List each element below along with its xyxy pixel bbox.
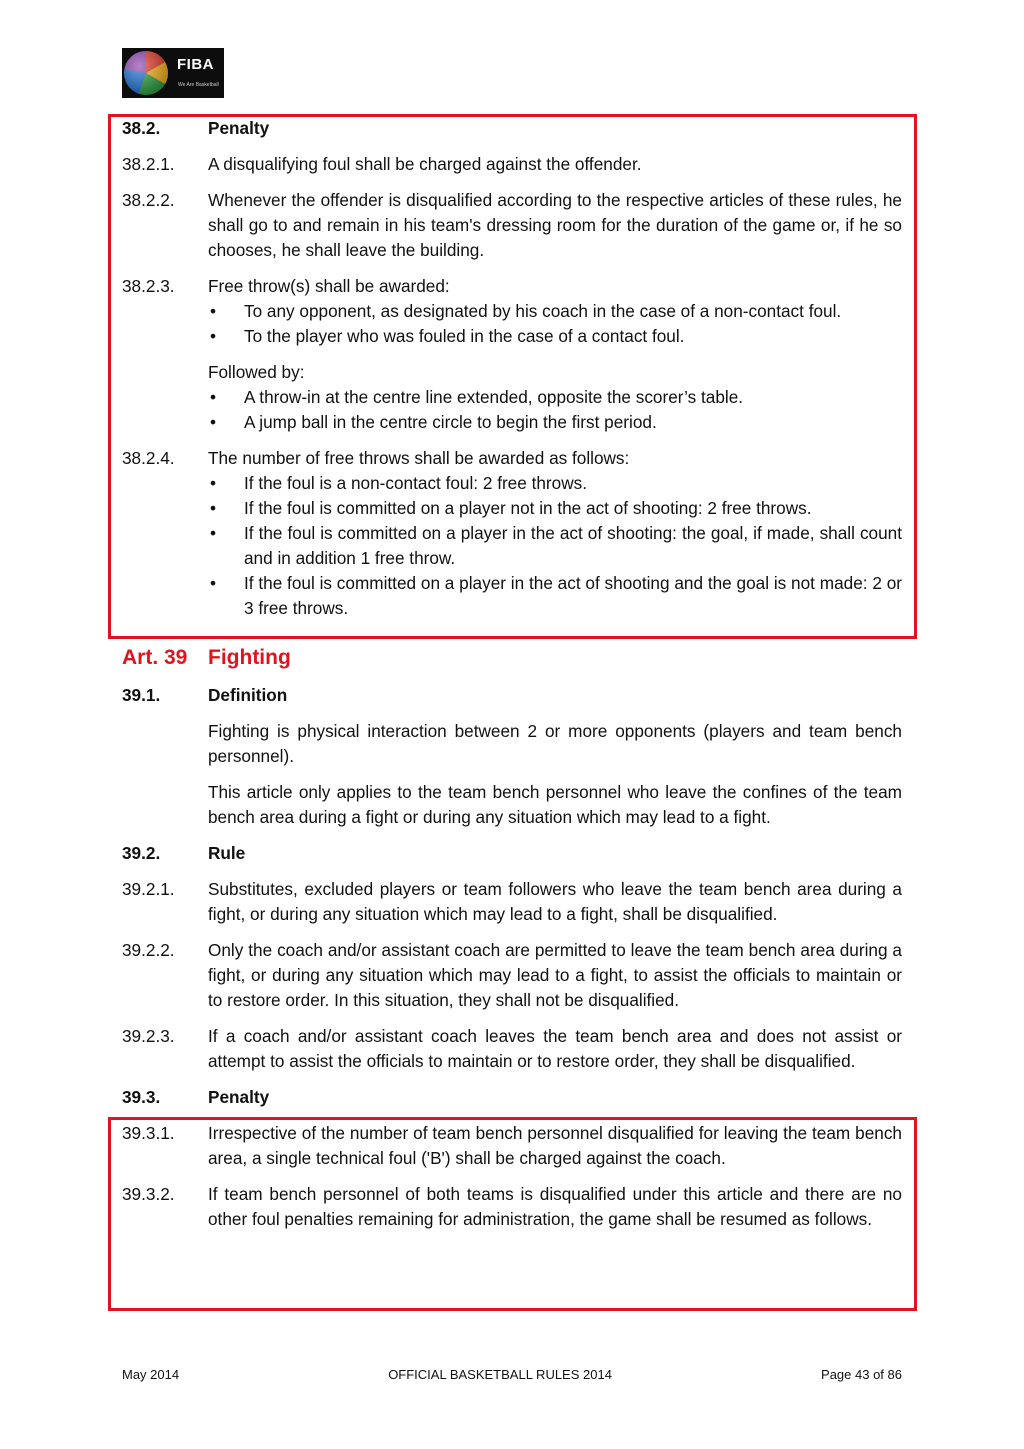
article-39-heading: [122, 643, 902, 673]
section-number: 39.1.: [122, 685, 161, 705]
list-item: • If the foul is committed on a player not in the act of shooting: 2 free throws.: [208, 496, 902, 521]
basketball-globe-icon: [124, 51, 168, 95]
clause-number: 39.2.2.: [122, 940, 175, 960]
list-item: • A throw-in at the centre line extended, opposite the scorer’s table.: [208, 385, 902, 410]
clause-38-2-3: [122, 274, 902, 435]
clause-text: Substitutes, excluded players or team followers who leave the team bench area during a fight, or during any situation which may lead to a fight, shall be disqualified.: [208, 879, 902, 924]
section-39-1-heading: [122, 683, 902, 708]
list-item: • To any opponent, as designated by his coach in the case of a non-contact foul.: [208, 299, 902, 324]
list-item: • To the player who was fouled in the case of a contact foul.: [208, 324, 902, 349]
section-38-2-heading: [122, 116, 902, 141]
clause-number: 39.3.2.: [122, 1184, 175, 1204]
document-body: [122, 116, 902, 1232]
article-number: Art. 39: [122, 646, 188, 669]
article-title: Fighting: [208, 646, 291, 669]
footer-title: OFFICIAL BASKETBALL RULES 2014: [388, 1367, 612, 1382]
paragraph-text: Fighting is physical interaction between 2 or more opponents (players and team bench personnel).: [208, 721, 902, 766]
definition-para-1: [122, 719, 902, 769]
footer-date: May 2014: [122, 1367, 180, 1382]
section-number: 38.2.: [122, 118, 161, 138]
list-item: • If the foul is committed on a player in the act of shooting and the goal is not made: 2 or 3 free throws.: [208, 571, 902, 621]
clause-38-2-1: [122, 152, 902, 177]
fiba-logo: [122, 48, 224, 98]
clause-text: Only the coach and/or assistant coach are permitted to leave the team bench area during a fight, or during any situation which may lead to a fight, to assist the officials to maintain or to restore order. In this situation, they shall not be disqualified.: [208, 940, 902, 1010]
clause-text: If team bench personnel of both teams is disqualified under this article and there are no other foul penalties remaining for administration, the game shall be resumed as follows.: [208, 1184, 902, 1229]
clause-text: A disqualifying foul shall be charged against the offender.: [208, 154, 642, 174]
clause-39-3-2: [122, 1182, 902, 1232]
section-title: Rule: [208, 843, 246, 863]
followed-by-text: Followed by:: [208, 362, 305, 382]
clause-text: Free throw(s) shall be awarded:: [208, 276, 450, 296]
section-39-2-heading: [122, 841, 902, 866]
clause-38-2-2: [122, 188, 902, 263]
section-title: Definition: [208, 685, 288, 705]
section-title: Penalty: [208, 1087, 270, 1107]
footer-page-number: Page 43 of 86: [821, 1367, 902, 1382]
section-title: Penalty: [208, 118, 270, 138]
clause-number: 38.2.2.: [122, 190, 175, 210]
bullet-list: [208, 299, 902, 349]
clause-number: 38.2.1.: [122, 154, 175, 174]
clause-number: 39.3.1.: [122, 1123, 175, 1143]
clause-38-2-4: [122, 446, 902, 621]
section-39-3-heading: [122, 1085, 902, 1110]
clause-39-2-2: [122, 938, 902, 1013]
logo-tagline: We Are Basketball: [178, 82, 219, 88]
clause-text: Irrespective of the number of team bench personnel disqualified for leaving the team bench area, a single technical foul ('B') shall be charged against the coach.: [208, 1123, 902, 1168]
clause-text: If a coach and/or assistant coach leaves the team bench area and does not assist or attempt to assist the officials to maintain or to restore order, they shall be disqualified.: [208, 1026, 902, 1071]
clause-text: The number of free throws shall be awarded as follows:: [208, 448, 630, 468]
definition-para-2: [122, 780, 902, 830]
list-item: • A jump ball in the centre circle to begin the first period.: [208, 410, 902, 435]
bullet-list: [208, 471, 902, 621]
logo-brand: FIBA: [177, 56, 214, 73]
bullet-list: [208, 385, 902, 435]
clause-39-2-3: [122, 1024, 902, 1074]
list-item: • If the foul is committed on a player in the act of shooting: the goal, if made, shall count and in addition 1 free throw.: [208, 521, 902, 571]
clause-number: 39.2.1.: [122, 879, 175, 899]
section-number: 39.3.: [122, 1087, 161, 1107]
clause-number: 38.2.4.: [122, 448, 175, 468]
clause-39-3-1: [122, 1121, 902, 1171]
clause-number: 39.2.3.: [122, 1026, 175, 1046]
page-footer: [122, 1366, 902, 1384]
clause-39-2-1: [122, 877, 902, 927]
paragraph-text: This article only applies to the team bench personnel who leave the confines of the team bench area during a fight or during any situation which may lead to a fight.: [208, 782, 902, 827]
section-number: 39.2.: [122, 843, 161, 863]
clause-text: Whenever the offender is disqualified according to the respective articles of these rules, he shall go to and remain in his team's dressing room for the duration of the game or, if he so chooses, he shall leave the building.: [208, 190, 902, 260]
list-item: • If the foul is a non-contact foul: 2 free throws.: [208, 471, 902, 496]
clause-number: 38.2.3.: [122, 276, 175, 296]
